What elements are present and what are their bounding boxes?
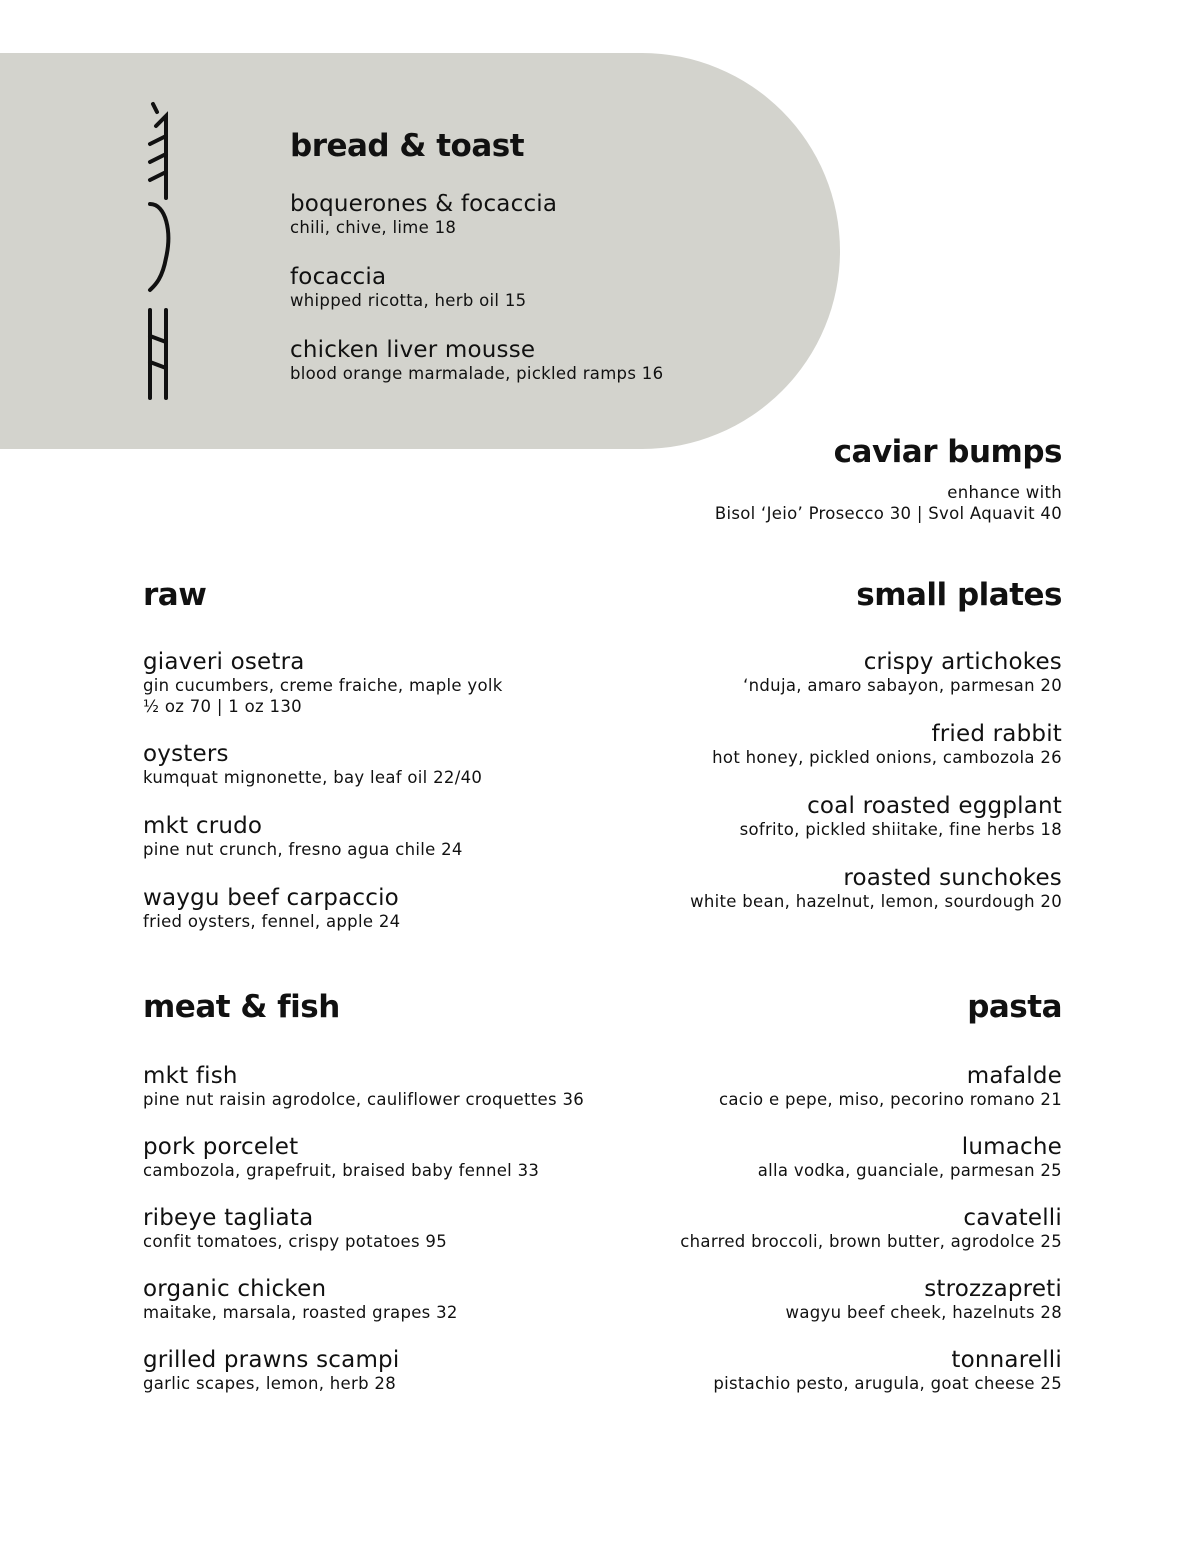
menu-item — [592, 1134, 1062, 1181]
menu-item — [143, 813, 613, 860]
item-desc: blood orange marmalade, pickled ramps 16 — [290, 364, 664, 383]
item-desc: pistachio pesto, arugula, goat cheese 25 — [713, 1374, 1062, 1393]
menu-item — [592, 1347, 1062, 1394]
menu-item — [592, 1063, 1062, 1110]
menu-item — [143, 1063, 633, 1110]
menu-item — [592, 793, 1062, 840]
menu-item — [592, 649, 1062, 696]
menu-item — [143, 1276, 633, 1323]
item-desc: alla vodka, guanciale, parmesan 25 — [757, 1161, 1062, 1180]
item-name: organic chicken — [143, 1276, 327, 1302]
item-desc: garlic scapes, lemon, herb 28 — [143, 1374, 397, 1393]
section-heading: pasta — [967, 989, 1062, 1025]
item-desc: fried oysters, fennel, apple 24 — [143, 912, 401, 931]
caviar-pairings: Bisol ‘Jeio’ Prosecco 30 | Svol Aquavit 40 — [714, 504, 1062, 523]
item-desc: charred broccoli, brown butter, agrodolce 25 — [680, 1232, 1062, 1251]
item-name: giaveri osetra — [143, 649, 305, 675]
section-caviar-bumps — [542, 434, 1062, 524]
section-small-plates — [592, 577, 1062, 912]
menu-item — [290, 264, 810, 311]
item-name: lumache — [961, 1134, 1062, 1160]
restaurant-logo — [138, 100, 178, 405]
item-desc: confit tomatoes, crispy potatoes 95 — [143, 1232, 448, 1251]
section-heading: small plates — [856, 577, 1062, 613]
menu-item — [143, 1134, 633, 1181]
item-name: waygu beef carpaccio — [143, 885, 399, 911]
item-name: grilled prawns scampi — [143, 1347, 400, 1373]
menu-item — [143, 741, 613, 788]
item-name: coal roasted eggplant — [807, 793, 1062, 819]
item-desc: ‘nduja, amaro sabayon, parmesan 20 — [743, 676, 1062, 695]
menu-item — [143, 1205, 633, 1252]
item-desc: wagyu beef cheek, hazelnuts 28 — [785, 1303, 1062, 1322]
item-name: chicken liver mousse — [290, 337, 536, 363]
section-bread-toast — [290, 128, 810, 384]
menu-item — [592, 1205, 1062, 1252]
menu-item — [290, 337, 810, 384]
item-desc: kumquat mignonette, bay leaf oil 22/40 — [143, 768, 483, 787]
item-name: strozzapreti — [924, 1276, 1062, 1302]
item-name: mafalde — [966, 1063, 1062, 1089]
section-meat-fish — [143, 989, 633, 1394]
item-desc: hot honey, pickled onions, cambozola 26 — [712, 748, 1062, 767]
item-name: boquerones & focaccia — [290, 191, 558, 217]
item-desc: gin cucumbers, creme fraiche, maple yolk — [143, 676, 503, 695]
section-heading: caviar bumps — [833, 434, 1062, 470]
item-desc: pine nut crunch, fresno agua chile 24 — [143, 840, 463, 859]
item-name: mkt crudo — [143, 813, 263, 839]
menu-item — [143, 885, 613, 932]
item-name: focaccia — [290, 264, 387, 290]
item-name: roasted sunchokes — [843, 865, 1062, 891]
item-desc: whipped ricotta, herb oil 15 — [290, 291, 527, 310]
menu-item — [143, 649, 613, 717]
menu-item — [592, 865, 1062, 912]
menu-item — [143, 1347, 633, 1394]
item-name: pork porcelet — [143, 1134, 299, 1160]
menu-item — [592, 1276, 1062, 1323]
item-name: tonnarelli — [951, 1347, 1062, 1373]
item-name: cavatelli — [963, 1205, 1062, 1231]
section-heading: raw — [143, 577, 207, 613]
item-name: fried rabbit — [931, 721, 1062, 747]
section-pasta — [592, 989, 1062, 1394]
section-heading: meat & fish — [143, 989, 340, 1025]
section-raw — [143, 577, 613, 932]
caviar-note: enhance with — [947, 483, 1062, 502]
item-desc: cambozola, grapefruit, braised baby fennel 33 — [143, 1161, 540, 1180]
item-name: crispy artichokes — [863, 649, 1062, 675]
menu-item — [290, 191, 810, 238]
item-name: ribeye tagliata — [143, 1205, 314, 1231]
menu-item — [592, 721, 1062, 768]
item-name: mkt fish — [143, 1063, 238, 1089]
item-name: oysters — [143, 741, 229, 767]
item-desc: ½ oz 70 | 1 oz 130 — [143, 697, 302, 716]
item-desc: chili, chive, lime 18 — [290, 218, 457, 237]
item-desc: maitake, marsala, roasted grapes 32 — [143, 1303, 458, 1322]
item-desc: white bean, hazelnut, lemon, sourdough 20 — [690, 892, 1062, 911]
item-desc: pine nut raisin agrodolce, cauliflower croquettes 36 — [143, 1090, 585, 1109]
item-desc: sofrito, pickled shiitake, fine herbs 18 — [739, 820, 1062, 839]
item-desc: cacio e pepe, miso, pecorino romano 21 — [718, 1090, 1062, 1109]
section-heading: bread & toast — [290, 128, 525, 164]
